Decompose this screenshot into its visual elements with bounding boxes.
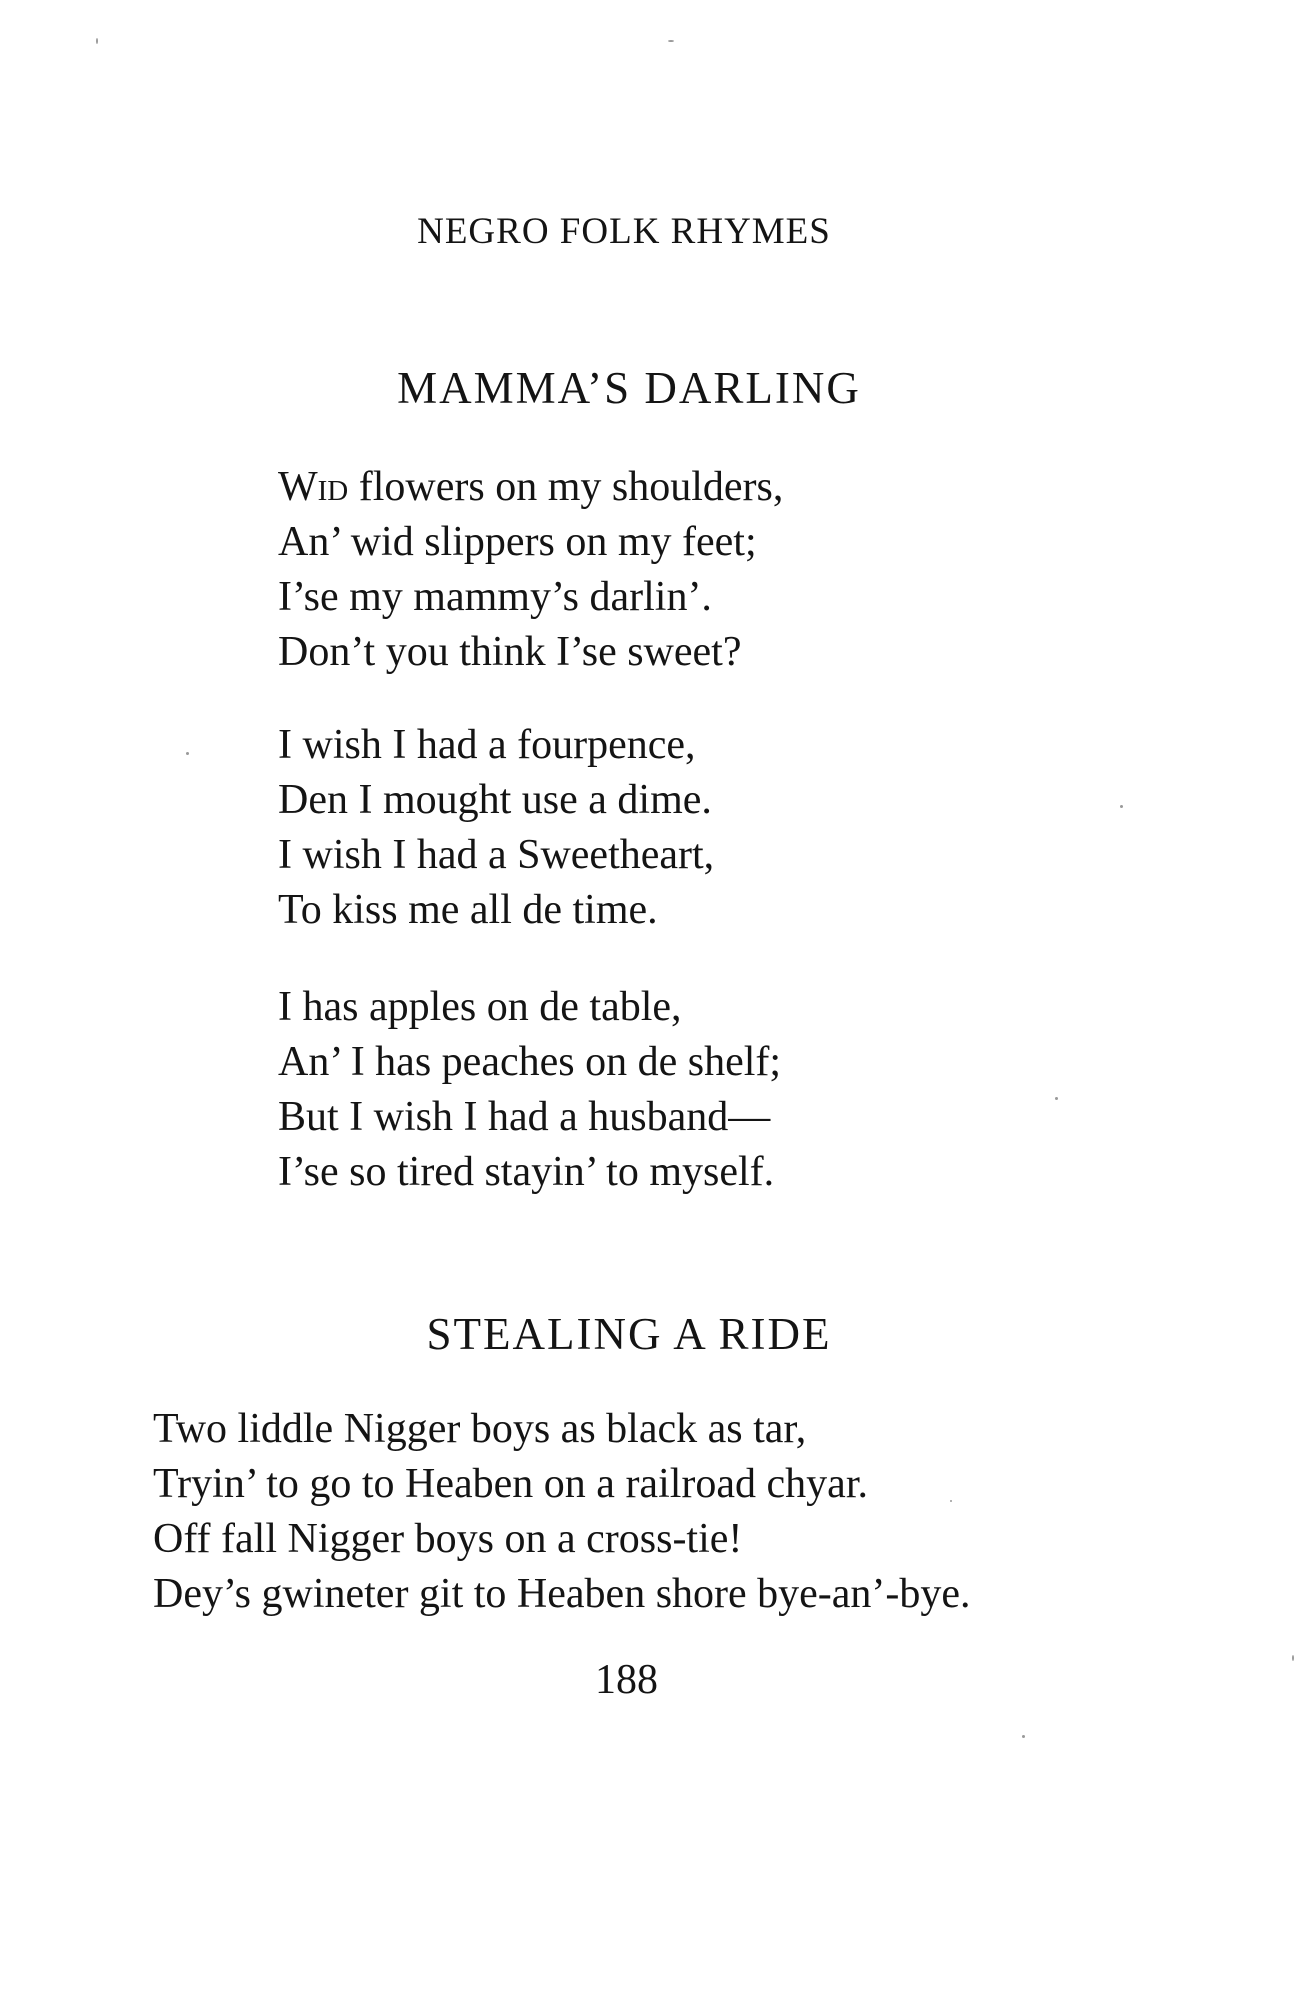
scan-speck bbox=[1022, 1735, 1025, 1738]
verse-line: Tryin’ to go to Heaben on a railroad chyar. bbox=[153, 1461, 868, 1507]
scan-speck bbox=[1292, 1655, 1294, 1661]
stanza-2 bbox=[278, 718, 714, 938]
verse-line bbox=[278, 460, 783, 515]
verse-line: Den I mought use a dime. bbox=[278, 777, 712, 823]
running-head bbox=[0, 210, 1308, 253]
page-number-text: 188 bbox=[595, 1657, 658, 1703]
page-number bbox=[0, 1656, 1308, 1704]
scan-speck bbox=[186, 752, 189, 755]
scan-speck bbox=[96, 38, 98, 44]
verse-line: Don’t you think I’se sweet? bbox=[278, 629, 742, 675]
verse-line-text: flowers on my shoulders, bbox=[348, 464, 784, 510]
verse-line: I wish I had a fourpence, bbox=[278, 722, 696, 768]
verse-line: Dey’s gwineter git to Heaben shore bye-an’-bye. bbox=[153, 1571, 971, 1617]
verse-line: I’se so tired stayin’ to myself. bbox=[278, 1149, 775, 1195]
drop-lead-word: Wid bbox=[278, 464, 349, 510]
verse-line: I has apples on de table, bbox=[278, 984, 682, 1030]
poem-title-mammas-darling bbox=[0, 362, 1308, 414]
stanza-stealing-a-ride bbox=[153, 1402, 971, 1622]
verse-line: But I wish I had a husband— bbox=[278, 1094, 771, 1140]
scan-speck bbox=[950, 1500, 952, 1502]
verse-line: I’se my mammy’s darlin’. bbox=[278, 574, 712, 620]
scan-speck bbox=[1120, 805, 1123, 808]
verse-line: An’ I has peaches on de shelf; bbox=[278, 1039, 782, 1085]
poem-title-text: MAMMA’S DARLING bbox=[397, 363, 861, 413]
stanza-1 bbox=[278, 460, 783, 680]
poem-title-text: STEALING A RIDE bbox=[426, 1309, 832, 1359]
scan-speck bbox=[1055, 1097, 1058, 1100]
poem-title-stealing-a-ride bbox=[0, 1308, 1308, 1360]
scan-speck bbox=[668, 40, 674, 42]
verse-line: I wish I had a Sweetheart, bbox=[278, 832, 715, 878]
verse-line: An’ wid slippers on my feet; bbox=[278, 519, 757, 565]
verse-line: Two liddle Nigger boys as black as tar, bbox=[153, 1406, 807, 1452]
verse-line: Off fall Nigger boys on a cross-tie! bbox=[153, 1516, 743, 1562]
stanza-3 bbox=[278, 980, 781, 1200]
verse-line: To kiss me all de time. bbox=[278, 887, 658, 933]
running-head-text: NEGRO FOLK RHYMES bbox=[417, 211, 831, 252]
